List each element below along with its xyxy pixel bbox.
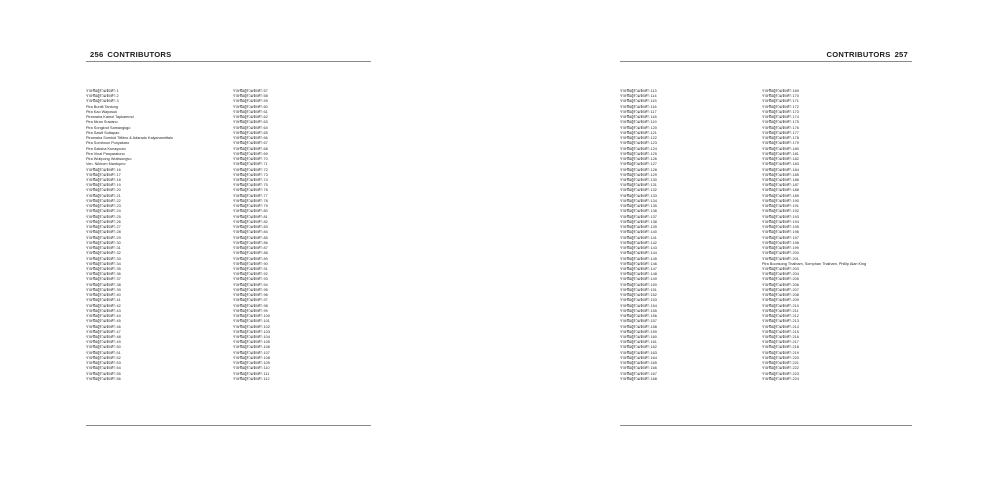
- contributor-name: รายชื่อผู้ร่วมจัดทำ 170: [762, 94, 799, 99]
- contributor-name: รายชื่อผู้ร่วมจัดทำ 219: [762, 350, 799, 355]
- contributor-name: รายชื่อผู้ร่วมจัดทำ 37: [86, 277, 121, 282]
- contributor-name: รายชื่อผู้ร่วมจัดทำ 136: [620, 209, 657, 214]
- contributor-name: รายชื่อผู้ร่วมจัดทำ 108: [233, 355, 270, 360]
- contributor-name: รายชื่อผู้ร่วมจัดทำ 131: [620, 183, 657, 188]
- contributor-name: รายชื่อผู้ร่วมจัดทำ 153: [620, 298, 657, 303]
- contributor-name: รายชื่อผู้ร่วมจัดทำ 199: [762, 246, 799, 251]
- contributor-name: รายชื่อผู้ร่วมจัดทำ 207: [762, 287, 799, 292]
- contributor-name: รายชื่อผู้ร่วมจัดทำ 85: [233, 235, 268, 240]
- contributor-column-2: [233, 89, 373, 382]
- contributor-name: รายชื่อผู้ร่วมจัดทำ 224: [762, 376, 799, 381]
- contributor-name: รายชื่อผู้ร่วมจัดทำ 147: [620, 266, 657, 271]
- contributor-name: รายชื่อผู้ร่วมจัดทำ 198: [762, 240, 799, 245]
- contributor-name: รายชื่อผู้ร่วมจัดทำ 191: [762, 204, 799, 209]
- contributor-name: รายชื่อผู้ร่วมจัดทำ 122: [620, 136, 657, 141]
- page-number: 256: [90, 50, 104, 59]
- contributor-name: รายชื่อผู้ร่วมจัดทำ 211: [762, 308, 799, 313]
- contributor-name: รายชื่อผู้ร่วมจัดทำ 46: [86, 324, 121, 329]
- contributor-name: รายชื่อผู้ร่วมจัดทำ 103: [233, 329, 270, 334]
- contributor-name: รายชื่อผู้ร่วมจัดทำ 30: [86, 240, 121, 245]
- contributor-name: รายชื่อผู้ร่วมจัดทำ 18: [86, 177, 121, 182]
- contributor-name: รายชื่อผู้ร่วมจัดทำ 205: [762, 277, 799, 282]
- contributor-name: รายชื่อผู้ร่วมจัดทำ 144: [620, 251, 657, 256]
- contributor-name: รายชื่อผู้ร่วมจัดทำ 53: [86, 361, 121, 366]
- contributor-name: รายชื่อผู้ร่วมจัดทำ 184: [762, 167, 799, 172]
- contributor-name: รายชื่อผู้ร่วมจัดทำ 158: [620, 324, 657, 329]
- contributor-name: รายชื่อผู้ร่วมจัดทำ 183: [762, 162, 799, 167]
- contributor-name: Pira Sawit Suttapao: [86, 130, 120, 135]
- contributor-name: รายชื่อผู้ร่วมจัดทำ 47: [86, 329, 121, 334]
- contributor-name: รายชื่อผู้ร่วมจัดทำ 188: [762, 188, 799, 193]
- contributor-name: รายชื่อผู้ร่วมจัดทำ 40: [86, 293, 121, 298]
- contributor-name: รายชื่อผู้ร่วมจัดทำ 177: [762, 130, 799, 135]
- contributor-name: รายชื่อผู้ร่วมจัดทำ 212: [762, 314, 799, 319]
- contributor-name: รายชื่อผู้ร่วมจัดทำ 60: [233, 104, 268, 109]
- contributor-name: รายชื่อผู้ร่วมจัดทำ 128: [620, 167, 657, 172]
- page-number: 257: [894, 50, 908, 59]
- contributor-name: รายชื่อผู้ร่วมจัดทำ 99: [233, 308, 268, 313]
- contributor-name: Pira Buntit Tantong: [86, 104, 119, 109]
- contributor-name: รายชื่อผู้ร่วมจัดทำ 72: [233, 167, 268, 172]
- contributor-name: รายชื่อผู้ร่วมจัดทำ 200: [762, 251, 799, 256]
- contributor-name: รายชื่อผู้ร่วมจัดทำ 101: [233, 319, 270, 324]
- running-head-title: CONTRIBUTORS: [826, 50, 891, 59]
- contributor-name: รายชื่อผู้ร่วมจัดทำ 220: [762, 355, 799, 360]
- contributor-name: รายชื่อผู้ร่วมจัดทำ 104: [233, 335, 270, 340]
- contributor-name: รายชื่อผู้ร่วมจัดทำ 25: [86, 214, 121, 219]
- contributor-name: รายชื่อผู้ร่วมจัดทำ 95: [233, 287, 268, 292]
- contributor-name: รายชื่อผู้ร่วมจัดทำ 206: [762, 282, 799, 287]
- contributor-name: รายชื่อผู้ร่วมจัดทำ 179: [762, 141, 799, 146]
- footer-rule: [86, 425, 371, 426]
- contributor-name: รายชื่อผู้ร่วมจัดทำ 55: [86, 371, 121, 376]
- contributor-name: รายชื่อผู้ร่วมจัดทำ 181: [762, 151, 799, 156]
- contributor-name: รายชื่อผู้ร่วมจัดทำ 175: [762, 120, 799, 125]
- contributor-name: รายชื่อผู้ร่วมจัดทำ 217: [762, 340, 799, 345]
- contributor-name: รายชื่อผู้ร่วมจัดทำ 16: [86, 167, 121, 172]
- header-rule: [620, 61, 912, 62]
- right-running-head: [827, 50, 912, 59]
- contributor-name: รายชื่อผู้ร่วมจัดทำ 130: [620, 177, 657, 182]
- contributor-name: รายชื่อผู้ร่วมจัดทำ 93: [233, 277, 268, 282]
- contributor-name: Pira Vinai Panyaratono: [86, 151, 125, 156]
- contributor-name: รายชื่อผู้ร่วมจัดทำ 162: [620, 345, 657, 350]
- contributor-name: รายชื่อผู้ร่วมจัดทำ 49: [86, 340, 121, 345]
- contributor-name: รายชื่อผู้ร่วมจัดทำ 197: [762, 235, 799, 240]
- contributor-name: รายชื่อผู้ร่วมจัดทำ 161: [620, 340, 657, 345]
- contributor-name: รายชื่อผู้ร่วมจัดทำ 204: [762, 272, 799, 277]
- contributor-name: รายชื่อผู้ร่วมจัดทำ 145: [620, 256, 657, 261]
- contributor-name: รายชื่อผู้ร่วมจัดทำ 195: [762, 225, 799, 230]
- contributor-name: รายชื่อผู้ร่วมจัดทำ 150: [620, 282, 657, 287]
- contributor-name: รายชื่อผู้ร่วมจัดทำ 118: [620, 115, 657, 120]
- contributor-name: รายชื่อผู้ร่วมจัดทำ 141: [620, 235, 657, 240]
- contributor-name: รายชื่อผู้ร่วมจัดทำ 62: [233, 115, 268, 120]
- contributor-name: รายชื่อผู้ร่วมจัดทำ 56: [86, 376, 121, 381]
- contributor-name: รายชื่อผู้ร่วมจัดทำ 154: [620, 303, 657, 308]
- contributor-name: รายชื่อผู้ร่วมจัดทำ 155: [620, 308, 657, 313]
- contributor-name: รายชื่อผู้ร่วมจัดทำ 213: [762, 319, 799, 324]
- contributor-name: รายชื่อผู้ร่วมจัดทำ 172: [762, 104, 799, 109]
- contributor-name: รายชื่อผู้ร่วมจัดทำ 22: [86, 198, 121, 203]
- contributor-name: รายชื่อผู้ร่วมจัดทำ 38: [86, 282, 121, 287]
- contributor-name: รายชื่อผู้ร่วมจัดทำ 203: [762, 266, 799, 271]
- contributor-name: รายชื่อผู้ร่วมจัดทำ 3: [86, 99, 119, 104]
- contributor-name: รายชื่อผู้ร่วมจัดทำ 36: [86, 272, 121, 277]
- contributor-name: รายชื่อผู้ร่วมจัดทำ 70: [233, 157, 268, 162]
- contributor-name: รายชื่อผู้ร่วมจัดทำ 159: [620, 329, 657, 334]
- contributor-name: รายชื่อผู้ร่วมจัดทำ 210: [762, 303, 799, 308]
- contributor-name: รายชื่อผู้ร่วมจัดทำ 27: [86, 225, 121, 230]
- contributor-name: รายชื่อผู้ร่วมจัดทำ 48: [86, 335, 121, 340]
- contributor-name: รายชื่อผู้ร่วมจัดทำ 86: [233, 240, 268, 245]
- contributor-name: รายชื่อผู้ร่วมจัดทำ 29: [86, 235, 121, 240]
- contributor-name: รายชื่อผู้ร่วมจัดทำ 79: [233, 204, 268, 209]
- contributor-name: รายชื่อผู้ร่วมจัดทำ 209: [762, 298, 799, 303]
- contributor-name: รายชื่อผู้ร่วมจัดทำ 51: [86, 350, 121, 355]
- contributor-name: รายชื่อผู้ร่วมจัดทำ 152: [620, 293, 657, 298]
- contributor-name: รายชื่อผู้ร่วมจัดทำ 151: [620, 287, 657, 292]
- contributor-name: รายชื่อผู้ร่วมจัดทำ 19: [86, 183, 121, 188]
- contributor-name: รายชื่อผู้ร่วมจัดทำ 221: [762, 361, 799, 366]
- contributor-name: รายชื่อผู้ร่วมจัดทำ 137: [620, 214, 657, 219]
- contributor-name: รายชื่อผู้ร่วมจัดทำ 28: [86, 230, 121, 235]
- contributor-name: รายชื่อผู้ร่วมจัดทำ 69: [233, 151, 268, 156]
- contributor-name: รายชื่อผู้ร่วมจัดทำ 215: [762, 329, 799, 334]
- contributor-name: รายชื่อผู้ร่วมจัดทำ 92: [233, 272, 268, 277]
- contributor-name: รายชื่อผู้ร่วมจัดทำ 149: [620, 277, 657, 282]
- contributor-name: รายชื่อผู้ร่วมจัดทำ 196: [762, 230, 799, 235]
- contributor-name: รายชื่อผู้ร่วมจัดทำ 117: [620, 109, 657, 114]
- contributor-name: รายชื่อผู้ร่วมจัดทำ 218: [762, 345, 799, 350]
- contributor-name: รายชื่อผู้ร่วมจัดทำ 89: [233, 256, 268, 261]
- contributor-name: รายชื่อผู้ร่วมจัดทำ 87: [233, 246, 268, 251]
- right-page: [500, 0, 1000, 500]
- header-rule: [86, 61, 371, 62]
- contributor-name: รายชื่อผู้ร่วมจัดทำ 132: [620, 188, 657, 193]
- contributor-name: รายชื่อผู้ร่วมจัดทำ 112: [233, 376, 270, 381]
- contributor-name: รายชื่อผู้ร่วมจัดทำ 42: [86, 303, 121, 308]
- contributor-name: รายชื่อผู้ร่วมจัดทำ 76: [233, 188, 268, 193]
- contributor-name: รายชื่อผู้ร่วมจัดทำ 34: [86, 261, 121, 266]
- contributor-name: รายชื่อผู้ร่วมจัดทำ 71: [233, 162, 268, 167]
- contributor-name: รายชื่อผู้ร่วมจัดทำ 190: [762, 198, 799, 203]
- contributor-name: รายชื่อผู้ร่วมจัดทำ 125: [620, 151, 657, 156]
- contributor-column-1: [86, 89, 226, 382]
- contributor-name: รายชื่อผู้ร่วมจัดทำ 113: [620, 89, 657, 93]
- contributor-name: รายชื่อผู้ร่วมจัดทำ 126: [620, 157, 657, 162]
- contributor-name: รายชื่อผู้ร่วมจัดทำ 50: [86, 345, 121, 350]
- contributor-name: รายชื่อผู้ร่วมจัดทำ 134: [620, 198, 657, 203]
- contributor-name: Pira Somboon Punyakaro: [86, 141, 130, 146]
- contributor-name: รายชื่อผู้ร่วมจัดทำ 75: [233, 183, 268, 188]
- contributor-name: รายชื่อผู้ร่วมจัดทำ 68: [233, 146, 268, 151]
- contributor-name: รายชื่อผู้ร่วมจัดทำ 138: [620, 219, 657, 224]
- contributor-name: รายชื่อผู้ร่วมจัดทำ 111: [233, 371, 270, 376]
- contributor-name: รายชื่อผู้ร่วมจัดทำ 143: [620, 246, 657, 251]
- contributor-name: รายชื่อผู้ร่วมจัดทำ 148: [620, 272, 657, 277]
- contributor-name: Pira Wutipong Wutiwungvo: [86, 157, 132, 162]
- contributor-name: รายชื่อผู้ร่วมจัดทำ 1: [86, 89, 119, 93]
- contributor-name: รายชื่อผู้ร่วมจัดทำ 23: [86, 204, 121, 209]
- contributor-name: รายชื่อผู้ร่วมจัดทำ 78: [233, 198, 268, 203]
- contributor-name: Pira Songkrot Samangkgo: [86, 125, 131, 130]
- contributor-name: รายชื่อผู้ร่วมจัดทำ 194: [762, 219, 799, 224]
- contributor-name: รายชื่อผู้ร่วมจัดทำ 169: [762, 89, 799, 93]
- contributor-name: รายชื่อผู้ร่วมจัดทำ 123: [620, 141, 657, 146]
- contributor-name: รายชื่อผู้ร่วมจัดทำ 180: [762, 146, 799, 151]
- contributor-name: รายชื่อผู้ร่วมจัดทำ 52: [86, 355, 121, 360]
- contributor-name: รายชื่อผู้ร่วมจัดทำ 44: [86, 314, 121, 319]
- contributor-name: รายชื่อผู้ร่วมจัดทำ 165: [620, 361, 657, 366]
- contributor-name: รายชื่อผู้ร่วมจัดทำ 121: [620, 130, 657, 135]
- contributor-name: รายชื่อผู้ร่วมจัดทำ 106: [233, 345, 270, 350]
- contributor-name: รายชื่อผู้ร่วมจัดทำ 64: [233, 125, 268, 130]
- contributor-name: รายชื่อผู้ร่วมจัดทำ 20: [86, 188, 121, 193]
- contributor-name: รายชื่อผู้ร่วมจัดทำ 214: [762, 324, 799, 329]
- contributor-name: รายชื่อผู้ร่วมจัดทำ 120: [620, 125, 657, 130]
- contributor-name: รายชื่อผู้ร่วมจัดทำ 192: [762, 209, 799, 214]
- left-running-head: [86, 50, 171, 59]
- footer-rule: [620, 425, 912, 426]
- contributor-name: รายชื่อผู้ร่วมจัดทำ 116: [620, 104, 657, 109]
- contributor-name: รายชื่อผู้ร่วมจัดทำ 105: [233, 340, 270, 345]
- contributor-name: Piramaha Kamol Tapkammd: [86, 115, 134, 120]
- contributor-name: รายชื่อผู้ร่วมจัดทำ 32: [86, 251, 121, 256]
- contributor-name: รายชื่อผู้ร่วมจัดทำ 59: [233, 99, 268, 104]
- contributor-name: รายชื่อผู้ร่วมจัดทำ 107: [233, 350, 270, 355]
- contributor-name: รายชื่อผู้ร่วมจัดทำ 182: [762, 157, 799, 162]
- contributor-name: รายชื่อผู้ร่วมจัดทำ 100: [233, 314, 270, 319]
- contributor-name: รายชื่อผู้ร่วมจัดทำ 98: [233, 303, 268, 308]
- contributor-name: รายชื่อผู้ร่วมจัดทำ 160: [620, 335, 657, 340]
- contributor-name: รายชื่อผู้ร่วมจัดทำ 73: [233, 172, 268, 177]
- running-head-title: CONTRIBUTORS: [107, 50, 172, 59]
- contributor-name: รายชื่อผู้ร่วมจัดทำ 74: [233, 177, 268, 182]
- contributor-name: รายชื่อผู้ร่วมจัดทำ 140: [620, 230, 657, 235]
- contributor-name: Ven. Nikhom Mantupno: [86, 162, 126, 167]
- contributor-name: รายชื่อผู้ร่วมจัดทำ 187: [762, 183, 799, 188]
- contributor-name: รายชื่อผู้ร่วมจัดทำ 163: [620, 350, 657, 355]
- contributor-name: รายชื่อผู้ร่วมจัดทำ 88: [233, 251, 268, 256]
- contributor-name: รายชื่อผู้ร่วมจัดทำ 216: [762, 335, 799, 340]
- contributor-name: รายชื่อผู้ร่วมจัดทำ 21: [86, 193, 121, 198]
- contributor-name: รายชื่อผู้ร่วมจัดทำ 119: [620, 120, 657, 125]
- contributor-column-3: [620, 89, 760, 382]
- contributor-name: Pira Kao Wayosuk: [86, 109, 118, 114]
- contributor-name: รายชื่อผู้ร่วมจัดทำ 223: [762, 371, 799, 376]
- contributor-name: รายชื่อผู้ร่วมจัดทำ 17: [86, 172, 121, 177]
- contributor-name: รายชื่อผู้ร่วมจัดทำ 24: [86, 209, 121, 214]
- contributor-name: รายชื่อผู้ร่วมจัดทำ 35: [86, 266, 121, 271]
- contributor-name: รายชื่อผู้ร่วมจัดทำ 157: [620, 319, 657, 324]
- contributor-name: Piramaha Somkid Tittitno & Adarado Kalyanamittalo: [86, 136, 173, 141]
- contributor-name: รายชื่อผู้ร่วมจัดทำ 139: [620, 225, 657, 230]
- contributor-name: รายชื่อผู้ร่วมจัดทำ 168: [620, 376, 657, 381]
- contributor-name: รายชื่อผู้ร่วมจัดทำ 94: [233, 282, 268, 287]
- contributor-name: รายชื่อผู้ร่วมจัดทำ 222: [762, 366, 799, 371]
- contributor-name: รายชื่อผู้ร่วมจัดทำ 208: [762, 293, 799, 298]
- contributor-name: รายชื่อผู้ร่วมจัดทำ 201: [762, 256, 799, 261]
- contributor-name: รายชื่อผู้ร่วมจัดทำ 58: [233, 94, 268, 99]
- contributor-name: รายชื่อผู้ร่วมจัดทำ 31: [86, 246, 121, 251]
- contributor-name: รายชื่อผู้ร่วมจัดทำ 185: [762, 172, 799, 177]
- contributor-name: รายชื่อผู้ร่วมจัดทำ 146: [620, 261, 657, 266]
- contributor-name: รายชื่อผู้ร่วมจัดทำ 102: [233, 324, 270, 329]
- contributor-name: รายชื่อผู้ร่วมจัดทำ 80: [233, 209, 268, 214]
- contributor-name: รายชื่อผู้ร่วมจัดทำ 41: [86, 298, 121, 303]
- contributor-name: รายชื่อผู้ร่วมจัดทำ 189: [762, 193, 799, 198]
- contributor-name: รายชื่อผู้ร่วมจัดทำ 81: [233, 214, 268, 219]
- contributor-name: Pira Saksha Kunayooto: [86, 146, 126, 151]
- contributor-name: รายชื่อผู้ร่วมจัดทำ 57: [233, 89, 268, 93]
- contributor-name: Pira Boonsong Thaiham, Somphan Thaiham, Phillip Alan King: [762, 261, 867, 266]
- contributor-name: รายชื่อผู้ร่วมจัดทำ 164: [620, 355, 657, 360]
- contributor-name: รายชื่อผู้ร่วมจัดทำ 82: [233, 219, 268, 224]
- contributor-name: รายชื่อผู้ร่วมจัดทำ 124: [620, 146, 657, 151]
- contributor-name: รายชื่อผู้ร่วมจัดทำ 91: [233, 266, 268, 271]
- contributor-name: รายชื่อผู้ร่วมจัดทำ 77: [233, 193, 268, 198]
- contributor-name: รายชื่อผู้ร่วมจัดทำ 176: [762, 125, 799, 130]
- contributor-name: รายชื่อผู้ร่วมจัดทำ 65: [233, 130, 268, 135]
- contributor-name: รายชื่อผู้ร่วมจัดทำ 173: [762, 109, 799, 114]
- contributor-name: รายชื่อผู้ร่วมจัดทำ 129: [620, 172, 657, 177]
- contributor-name: รายชื่อผู้ร่วมจัดทำ 142: [620, 240, 657, 245]
- contributor-name: รายชื่อผู้ร่วมจัดทำ 166: [620, 366, 657, 371]
- contributor-name: รายชื่อผู้ร่วมจัดทำ 127: [620, 162, 657, 167]
- contributor-name: รายชื่อผู้ร่วมจัดทำ 109: [233, 361, 270, 366]
- contributor-name: รายชื่อผู้ร่วมจัดทำ 43: [86, 308, 121, 313]
- contributor-name: รายชื่อผู้ร่วมจัดทำ 156: [620, 314, 657, 319]
- contributor-name: รายชื่อผู้ร่วมจัดทำ 110: [233, 366, 270, 371]
- contributor-name: รายชื่อผู้ร่วมจัดทำ 67: [233, 141, 268, 146]
- contributor-name: รายชื่อผู้ร่วมจัดทำ 54: [86, 366, 121, 371]
- contributor-name: รายชื่อผู้ร่วมจัดทำ 61: [233, 109, 268, 114]
- contributor-name: รายชื่อผู้ร่วมจัดทำ 167: [620, 371, 657, 376]
- contributor-column-4: [762, 89, 902, 382]
- contributor-name: รายชื่อผู้ร่วมจัดทำ 2: [86, 94, 119, 99]
- contributor-name: รายชื่อผู้ร่วมจัดทำ 178: [762, 136, 799, 141]
- contributor-name: รายชื่อผู้ร่วมจัดทำ 84: [233, 230, 268, 235]
- contributor-name: รายชื่อผู้ร่วมจัดทำ 26: [86, 219, 121, 224]
- contributor-name: รายชื่อผู้ร่วมจัดทำ 133: [620, 193, 657, 198]
- contributor-name: รายชื่อผู้ร่วมจัดทำ 90: [233, 261, 268, 266]
- contributor-name: รายชื่อผู้ร่วมจัดทำ 45: [86, 319, 121, 324]
- contributor-name: รายชื่อผู้ร่วมจัดทำ 171: [762, 99, 799, 104]
- contributor-name: รายชื่อผู้ร่วมจัดทำ 135: [620, 204, 657, 209]
- contributor-name: รายชื่อผู้ร่วมจัดทำ 174: [762, 115, 799, 120]
- contributor-name: รายชื่อผู้ร่วมจัดทำ 115: [620, 99, 657, 104]
- contributor-name: รายชื่อผู้ร่วมจัดทำ 39: [86, 287, 121, 292]
- contributor-name: รายชื่อผู้ร่วมจัดทำ 33: [86, 256, 121, 261]
- contributor-name: รายชื่อผู้ร่วมจัดทำ 193: [762, 214, 799, 219]
- contributor-name: รายชื่อผู้ร่วมจัดทำ 96: [233, 293, 268, 298]
- contributor-name: รายชื่อผู้ร่วมจัดทำ 83: [233, 225, 268, 230]
- contributor-name: Pira Niran Suwano: [86, 120, 118, 125]
- contributor-name: รายชื่อผู้ร่วมจัดทำ 66: [233, 136, 268, 141]
- contributor-name: รายชื่อผู้ร่วมจัดทำ 63: [233, 120, 268, 125]
- contributor-name: รายชื่อผู้ร่วมจัดทำ 97: [233, 298, 268, 303]
- contributor-name: รายชื่อผู้ร่วมจัดทำ 114: [620, 94, 657, 99]
- contributor-name: รายชื่อผู้ร่วมจัดทำ 186: [762, 177, 799, 182]
